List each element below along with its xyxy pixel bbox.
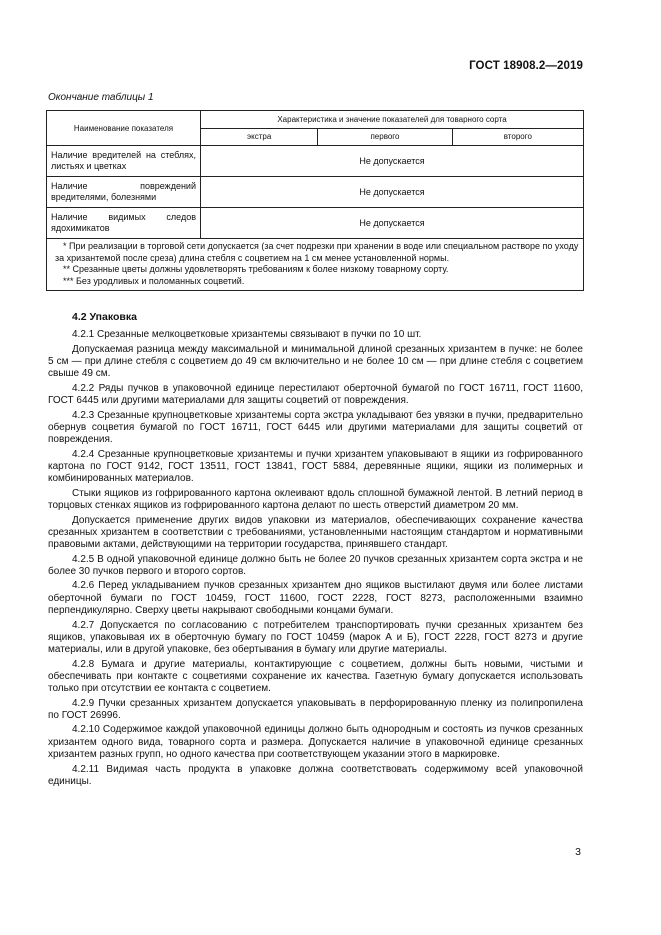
row-name: Наличие видимых следов ядохимикатов [47,208,201,239]
paragraph: Стыки ящиков из гофрированного картона оклеивают вдоль сплошной бумажной лентой. В летний период в торцовых стенках ящиков из гофрированного картона делают по шесть отверстий диаметром 20 мм. [48,487,583,512]
table-note: *** Без уродливых и поломанных соцветий. [63,275,245,286]
paragraph: 4.2.11 Видимая часть продукта в упаковке должна соответствовать содержимому всей упаковочной единицы. [48,763,583,787]
row-value: Не допускается [201,177,584,208]
paragraph: 4.2.4 Срезанные крупноцветковые хризантемы и пучки хризантем упаковывают в ящики из гофрированного картона по ГОСТ 9142, ГОСТ 13511, ГОСТ 13841, ГОСТ 5884, деревянные ящики, ящики из полимерных и комбинированных материалов. [48,448,583,485]
grade-header-extra: экстра [201,128,318,146]
paragraph: 4.2.2 Ряды пучков в упаковочной единице перестилают оберточной бумагой по ГОСТ 16711, ГОСТ 11600, ГОСТ 6445 или другими материалами для защиты соцветий от повреждения. [48,382,583,407]
table-row [47,208,584,239]
table-row [47,146,584,177]
table-row [47,177,584,208]
table-note: ** Срезанные цветы должны удовлетворять требованиям к более низкому товарному сорту. [63,264,449,274]
table-caption: Окончание таблицы 1 [48,92,154,103]
row-name: Наличие повреждений вредителями, болезнями [47,177,201,208]
paragraph: 4.2.9 Пучки срезанных хризантем допускается упаковывать в перфорированную пленку из полипропилена по ГОСТ 26996. [48,697,583,721]
paragraph: 4.2.1 Срезанные мелкоцветковые хризантемы связывают в пучки по 10 шт. [72,329,422,341]
page-number: 3 [575,846,581,858]
row-value: Не допускается [201,208,584,239]
table-note: * При реализации в торговой сети допускается (за счет подрезки при хранении в воде или специальном растворе по уходу за хризантемой после среза) длина стебля с соцветием на 1 см менее установленной нормы. [55,241,579,263]
section-title: 4.2 Упаковка [72,311,137,323]
standard-designation: ГОСТ 18908.2—2019 [469,60,583,72]
paragraph: 4.2.5 В одной упаковочной единице должно быть не более 20 пучков срезанных хризантем сорта экстра и не более 30 пучков первого и второго сортов. [48,553,583,577]
paragraph: 4.2.3 Срезанные крупноцветковые хризантемы сорта экстра укладывают без увязки в пучки, предварительно обернув соцветия бумагой по ГОСТ 16711, ГОСТ 6445 или другими материалами для защиты соцветий от повреждения. [48,409,583,446]
quality-table [46,110,584,291]
paragraph: Допускается применение других видов упаковки из материалов, обеспечивающих сохранение качества срезанных хризантем в соответствии с требованиями, установленными настоящим стандартом и нормативными правовыми актами, действующими на территории государства, принявшего стандарт. [48,514,583,551]
grade-header-first: первого [318,128,452,146]
column-header-name: Наименование показателя [47,111,201,146]
column-header-characteristics: Характеристика и значение показателей для товарного сорта [201,111,584,129]
section-body [48,311,583,790]
paragraph: 4.2.8 Бумага и другие материалы, контактирующие с соцветием, должны быть новыми, чистыми и обеспечивать при контакте с соцветиями сохранение их качества. Газетную бумагу допускается использовать только при отсутствии ее контакта с соцветием. [48,658,583,695]
grade-header-second: второго [452,128,583,146]
row-name: Наличие вредителей на стеблях, листьях и цветках [47,146,201,177]
row-value: Не допускается [201,146,584,177]
paragraph: 4.2.10 Содержимое каждой упаковочной единицы должно быть однородным и состоять из пучков срезанных хризантем одного вида, товарного сорта и размера. Допускается наличие в упаковочной единице срезанных хризантем разных групп, но одного качества при соответствующем указании этого в маркировке. [48,724,583,761]
table-notes [47,239,584,291]
paragraph: 4.2.6 Перед укладыванием пучков срезанных хризантем дно ящиков выстилают двумя или более листами оберточной бумаги по ГОСТ 10459, ГОСТ 11600, ГОСТ 2228, ГОСТ 8273, расположенными взаимно перпендикулярно. Сверху цветы накрывают свободными концами бумаги. [48,580,583,617]
paragraph: Допускаемая разница между максимальной и минимальной длиной срезанных хризантем в пучке: не более 5 см — при длине стебля с соцветием до 49 см включительно и не более 10 см — при длине стебля с соцветием свыше 49 см. [48,343,583,380]
paragraph: 4.2.7 Допускается по согласованию с потребителем транспортировать пучки срезанных хризантем без ящиков, упаковывая их в оберточную бумагу по ГОСТ 10459 (марок А и Б), ГОСТ 2228, ГОСТ 8273 и другие материалы, или в другой упаковке, без обертывания в бумагу или другие материалы. [48,619,583,656]
